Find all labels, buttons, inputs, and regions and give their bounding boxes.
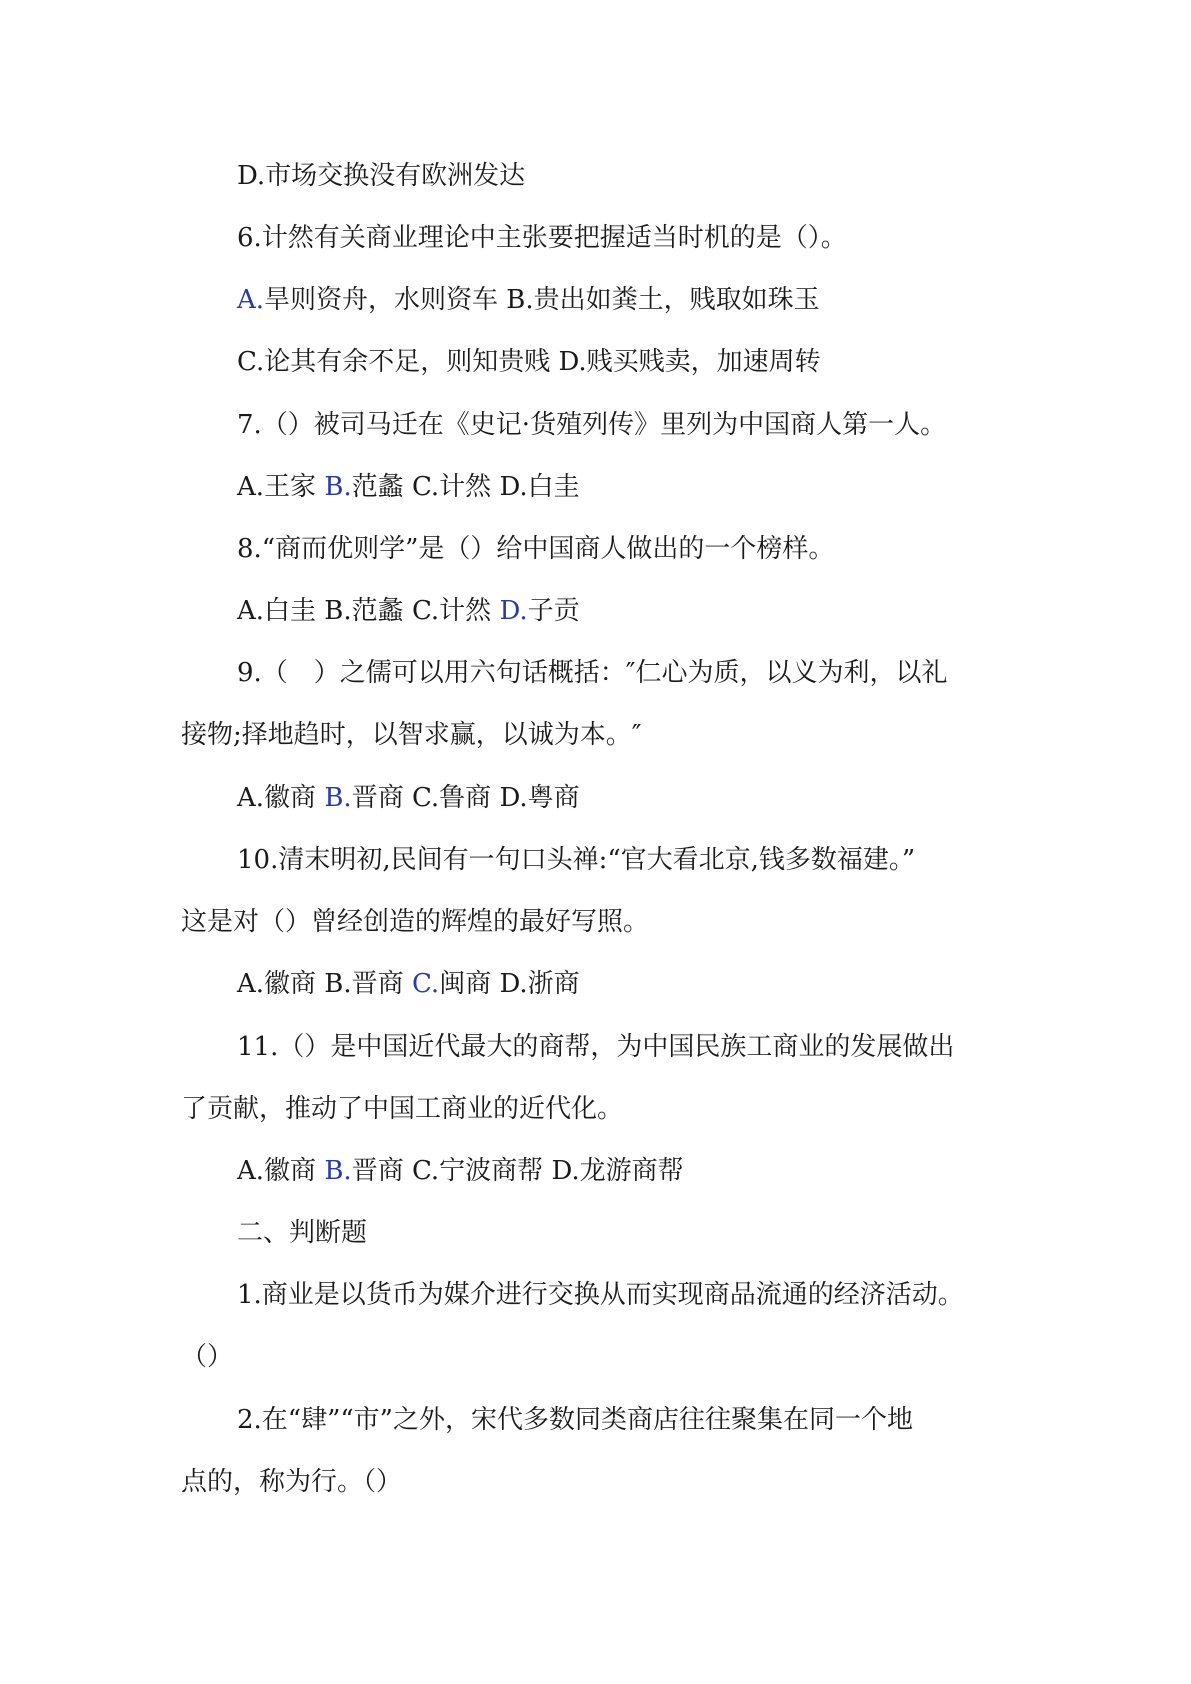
question-7: 7.（）被司马迁在《史记·货殖列传》里列为中国商人第一人。 <box>237 410 947 440</box>
text-segment: 旱则资舟，水则资车 B.贵出如粪土，贱取如珠玉 <box>264 285 820 315</box>
question-6-options-ab <box>237 282 820 318</box>
tf-question-1-blank: （） <box>181 1342 234 1372</box>
answer-letter: B. <box>324 1156 352 1186</box>
tf-question-2: 2.在“肆”“市”之外，宋代多数同类商店往往聚集在同一个地 <box>237 1405 913 1435</box>
section-heading-true-false: 二、判断题 <box>237 1218 368 1248</box>
text-segment: 晋商 C.宁波商帮 D.龙游商帮 <box>351 1156 684 1186</box>
text-segment: A.白圭 B.范蠡 C.计然 <box>237 596 500 626</box>
answer-letter: B. <box>324 783 352 813</box>
question-9-continued: 接物;择地趋时，以智求赢，以诚为本。″ <box>181 720 642 750</box>
text-segment: 晋商 C.鲁商 D.粤商 <box>351 783 580 813</box>
question-10-continued: 这是对（）曾经创造的辉煌的最好写照。 <box>181 907 650 937</box>
option-line-d: D.市场交换没有欧洲发达 <box>237 161 526 191</box>
answer-letter: C. <box>411 969 440 999</box>
text-segment: A.徽商 B.晋商 <box>237 969 412 999</box>
text-segment: A.王家 <box>237 472 325 502</box>
question-8-options <box>237 593 580 629</box>
answer-letter: A. <box>237 285 265 315</box>
question-9-options <box>237 780 580 816</box>
text-segment: A.徽商 <box>237 1156 325 1186</box>
text-segment: A.徽商 <box>237 783 325 813</box>
question-6: 6.计然有关商业理论中主张要把握适当时机的是（）。 <box>237 223 847 253</box>
question-6-options-cd: C.论其有余不足，则知贵贱 D.贱买贱卖，加速周转 <box>237 347 821 377</box>
question-7-options <box>237 469 580 505</box>
text-segment: 子贡 <box>527 596 580 626</box>
text-segment: 范蠡 C.计然 D.白圭 <box>351 472 580 502</box>
question-11: 11.（）是中国近代最大的商帮，为中国民族工商业的发展做出 <box>237 1032 955 1062</box>
question-10-options <box>237 966 580 1002</box>
question-10: 10.清末明初,民间有一句口头禅:“官大看北京,钱多数福建。” <box>237 845 916 875</box>
answer-letter: D. <box>499 596 528 626</box>
text-segment: 闽商 D.浙商 <box>439 969 580 999</box>
question-11-continued: 了贡献，推动了中国工商业的近代化。 <box>181 1094 624 1124</box>
tf-question-1: 1.商业是以货币为媒介进行交换从而实现商品流通的经济活动。 <box>237 1280 964 1310</box>
question-11-options <box>237 1153 684 1189</box>
tf-question-2-continued: 点的，称为行。（） <box>181 1467 403 1497</box>
answer-letter: B. <box>324 472 352 502</box>
question-9: 9.（ ）之儒可以用六句话概括：″仁心为质，以义为利，以礼 <box>237 658 948 688</box>
question-8: 8.“商而优则学”是（）给中国商人做出的一个榜样。 <box>237 534 835 564</box>
